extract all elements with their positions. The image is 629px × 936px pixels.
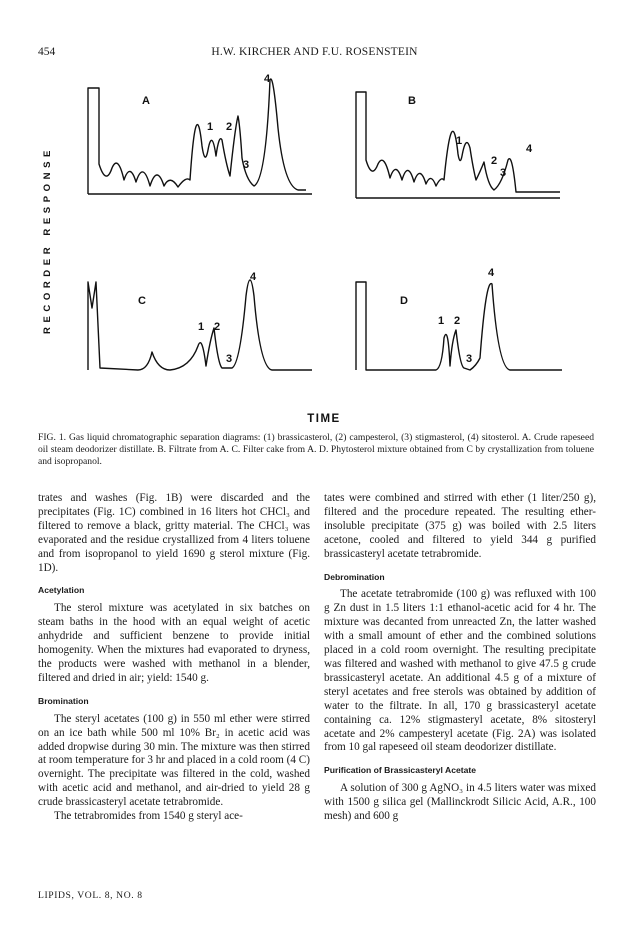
peak-label-c-4: 4: [250, 271, 257, 283]
section-heading-acetylation: Acetylation: [38, 585, 85, 596]
section-heading-purification: Purification of Brassicasteryl Acetate: [324, 765, 477, 776]
peak-label-a-3: 3: [243, 159, 250, 171]
peak-label-c-1: 1: [198, 321, 205, 333]
peak-label-a-2: 2: [226, 121, 233, 133]
peak-label-b-2: 2: [491, 155, 498, 167]
peak-label-a-4: 4: [264, 73, 271, 85]
panel-label-a: A: [142, 95, 150, 107]
peak-label-b-4: 4: [526, 143, 533, 155]
x-axis-label: TIME: [307, 413, 341, 425]
left-column: [38, 492, 310, 824]
section-heading-bromination: Bromination: [38, 695, 89, 706]
paragraph: The tetrabromides from 1540 g steryl ace-: [54, 810, 243, 823]
trace-panel-a: [88, 79, 306, 194]
section-heading-debromination: Debromination: [324, 571, 385, 582]
peak-label-b-1: 1: [456, 135, 463, 147]
paragraph: tates were combined and stirred with ether (1 liter/250 g), filtered and the procedure repeated. The resulting ether-insoluble precipitate (375 g) was boiled with 2.5 liters acetone, cooled and filtered to yield 344 g purified brassicasteryl acetate tetrabromide.: [324, 492, 596, 560]
panel-label-b: B: [408, 95, 416, 107]
y-axis-label: RECORDER RESPONSE: [42, 146, 53, 334]
paragraph: The acetate tetrabromide (100 g) was refluxed with 100 g Zn dust in 1.5 liters 1:1 ethanol-acetic acid for 4 hr. The mixture was decanted from unreacted Zn, the latter washed with a small amount of ether and the combined solutions placed in a cold room overnight. The resulting precipitate was filtered and washed with methanol to give 47.5 g crude brassicasteryl acetate. An additional 4.5 g of a mixture of steryl acetates and free sterols was obtained by addition of water to the filtrate. In all, 170 g brassicasteryl acetate containing ca. 12% stigmasteryl acetate, 8% sitosteryl acetate and 2% campesteryl acetate (Fig. 2A) was isolated from 10 gal rapeseed oil steam deodorizer distillate.: [324, 588, 596, 754]
running-header-authors: H.W. KIRCHER AND F.U. ROSENSTEIN: [211, 46, 418, 58]
peak-label-d-4: 4: [488, 267, 495, 279]
panel-label-d: D: [400, 295, 408, 307]
paragraph: The steryl acetates (100 g) in 550 ml ether were stirred on an ice bath while 500 ml 10% Br₂ in acetic acid was added dropwise during 30 min. The mixture was then stirred at room temperature for 3 hr and placed in a cold room (4 C) overnight. The precipitate was filtered in the cold, washed with acetic acid and methanol, and air-dried to yield 28 g crude brassicasteryl acetate tetrabromide.: [38, 712, 310, 809]
peak-label-c-2: 2: [214, 321, 221, 333]
peak-label-d-2: 2: [454, 315, 461, 327]
paragraph: A solution of 300 g AgNO₃ in 4.5 liters water was mixed with 1500 g silica gel (Mallinckrodt Silicic Acid, A.R., 100 mesh) and 600 g: [324, 782, 596, 823]
peak-label-c-3: 3: [226, 353, 233, 365]
journal-footer: LIPIDS, VOL. 8, NO. 8: [38, 890, 143, 901]
page-number: 454: [38, 46, 56, 58]
panel-label-c: C: [138, 295, 146, 307]
peak-label-d-3: 3: [466, 353, 473, 365]
right-column: [324, 492, 596, 824]
peak-label-a-1: 1: [207, 121, 214, 133]
peak-label-d-1: 1: [438, 315, 445, 327]
peak-label-b-3: 3: [500, 167, 507, 179]
chromatogram-figure: [40, 68, 600, 426]
figure-caption: FIG. 1. Gas liquid chromatographic separation diagrams: (1) brassicasterol, (2) campesterol, (3) stigmasterol, (4) sitosterol. A. Crude rapeseed oil steam deodorizer distillate. B. Filtrate from A. C. Filter cake from A. D. Phytosterol mixture obtained from C by crystallization from toluene and isopropanol.: [38, 432, 594, 467]
paragraph: The sterol mixture was acetylated in six batches on steam baths in the hood with an equal weight of acetic anhydride and sufficient benzene to provide initial homogenity. When the mixtures had evaporated to dryness, the products were washed with methanol in a blender, filtered and dried in air; yield: 1540 g.: [38, 602, 310, 684]
paragraph: trates and washes (Fig. 1B) were discarded and the precipitates (Fig. 1C) combined in 16 liters hot CHCl₃ and filtered to remove a black, gritty material. The CHCl₃ was evaporated and the residue crystallized from 4 liters toluene and from isopropanol to yield 1690 g sterol mixture (Fig. 1D).: [38, 492, 310, 574]
